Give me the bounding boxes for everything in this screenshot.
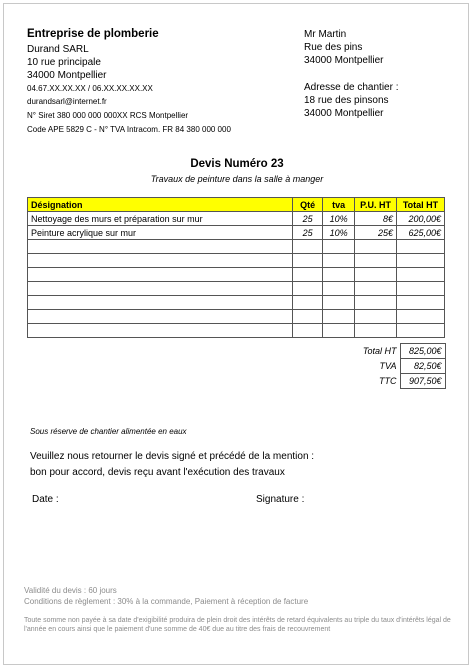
site-label: Adresse de chantier : — [304, 82, 399, 93]
cell-pu — [355, 240, 397, 254]
cell-qte — [293, 268, 323, 282]
table-header-row — [28, 198, 445, 212]
ttc-row — [325, 374, 445, 389]
cell-designation — [28, 240, 293, 254]
total-ht-row — [325, 344, 445, 359]
cell-total — [397, 254, 445, 268]
client-street: Rue des pins — [304, 42, 363, 53]
cell-tva: 10% — [323, 212, 355, 226]
cell-tva — [323, 282, 355, 296]
cell-designation — [28, 296, 293, 310]
cell-pu: 25€ — [355, 226, 397, 240]
cell-designation — [28, 324, 293, 338]
cell-pu — [355, 296, 397, 310]
cell-total — [397, 282, 445, 296]
cell-qte: 25 — [293, 212, 323, 226]
header-total: Total HT — [397, 198, 445, 212]
cell-designation — [28, 254, 293, 268]
table-row — [28, 254, 445, 268]
cell-total — [397, 296, 445, 310]
quote-title: Devis Numéro 23 — [190, 158, 284, 170]
client-city: 34000 Montpellier — [304, 55, 384, 66]
table-row — [28, 296, 445, 310]
table-row — [28, 240, 445, 254]
cell-qte — [293, 254, 323, 268]
company-city: 34000 Montpellier — [27, 70, 107, 81]
table-row — [28, 324, 445, 338]
cell-qte — [293, 296, 323, 310]
cell-pu — [355, 254, 397, 268]
site-city: 34000 Montpellier — [304, 108, 384, 119]
tva-label: TVA — [379, 361, 397, 371]
approval-mention: bon pour accord, devis reçu avant l'exécution des travaux — [30, 467, 285, 478]
client-name: Mr Martin — [304, 29, 347, 40]
cell-tva — [323, 268, 355, 282]
header-designation: Désignation — [28, 198, 293, 212]
cell-qte — [293, 310, 323, 324]
reserve-note: Sous réserve de chantier alimentée en eaux — [30, 427, 187, 436]
site-street: 18 rue des pinsons — [304, 95, 389, 106]
header-pu: P.U. HT — [355, 198, 397, 212]
cell-total — [397, 240, 445, 254]
table-row — [28, 212, 445, 226]
company-codes: Code APE 5829 C - N° TVA Intracom. FR 84 380 000 000 — [27, 125, 231, 134]
return-instruction: Veuillez nous retourner le devis signé et précédé de la mention : — [30, 451, 315, 462]
signature-label: Signature : — [256, 494, 305, 505]
cell-total: 625,00€ — [397, 226, 445, 240]
validity-note: Validité du devis : 60 jours — [24, 586, 117, 595]
company-siret: N° Siret 380 000 000 000XX RCS Montpellier — [27, 111, 189, 120]
cell-designation — [28, 268, 293, 282]
cell-total: 200,00€ — [397, 212, 445, 226]
payment-conditions: Conditions de règlement : 30% à la commande, Paiement à réception de facture — [24, 597, 309, 606]
cell-pu — [355, 268, 397, 282]
late-payment-note: Toute somme non payée à sa date d'exigibilité produira de plein droit des intérêts de retard équivalents au triple du taux d'intérêts légal de l'année en cours ainsi que le paiement d'une somme de 40€ due au titre des frais de recouvrement — [24, 617, 451, 633]
header-qte: Qté — [293, 198, 323, 212]
total-ht-value: 825,00€ — [400, 344, 445, 359]
cell-total — [397, 268, 445, 282]
cell-qte — [293, 324, 323, 338]
items-table — [27, 197, 445, 338]
company-email: durandsarl@internet.fr — [27, 97, 107, 106]
company-sarl: Durand SARL — [27, 44, 89, 55]
tva-value: 82,50€ — [400, 359, 445, 374]
cell-qte — [293, 240, 323, 254]
table-row — [28, 310, 445, 324]
cell-qte: 25 — [293, 226, 323, 240]
tva-row — [325, 359, 445, 374]
totals-table — [325, 343, 446, 389]
cell-pu — [355, 310, 397, 324]
cell-designation — [28, 282, 293, 296]
cell-pu: 8€ — [355, 212, 397, 226]
table-row — [28, 268, 445, 282]
cell-tva: 10% — [323, 226, 355, 240]
cell-tva — [323, 254, 355, 268]
company-name: Entreprise de plomberie — [27, 28, 159, 40]
ttc-label: TTC — [379, 376, 397, 386]
cell-tva — [323, 310, 355, 324]
quote-subtitle: Travaux de peinture dans la salle à manger — [150, 174, 324, 184]
cell-designation — [28, 310, 293, 324]
ttc-value: 907,50€ — [400, 374, 445, 389]
header-tva: tva — [323, 198, 355, 212]
cell-qte — [293, 282, 323, 296]
cell-pu — [355, 324, 397, 338]
company-street: 10 rue principale — [27, 57, 101, 68]
cell-designation: Peinture acrylique sur mur — [28, 226, 293, 240]
cell-pu — [355, 282, 397, 296]
table-row — [28, 282, 445, 296]
cell-total — [397, 324, 445, 338]
cell-total — [397, 310, 445, 324]
total-ht-label: Total HT — [362, 346, 397, 356]
date-label: Date : — [32, 494, 59, 505]
table-row — [28, 226, 445, 240]
company-phones: 04.67.XX.XX.XX / 06.XX.XX.XX.XX — [27, 84, 153, 93]
cell-tva — [323, 240, 355, 254]
cell-designation: Nettoyage des murs et préparation sur mur — [28, 212, 293, 226]
cell-tva — [323, 296, 355, 310]
cell-tva — [323, 324, 355, 338]
